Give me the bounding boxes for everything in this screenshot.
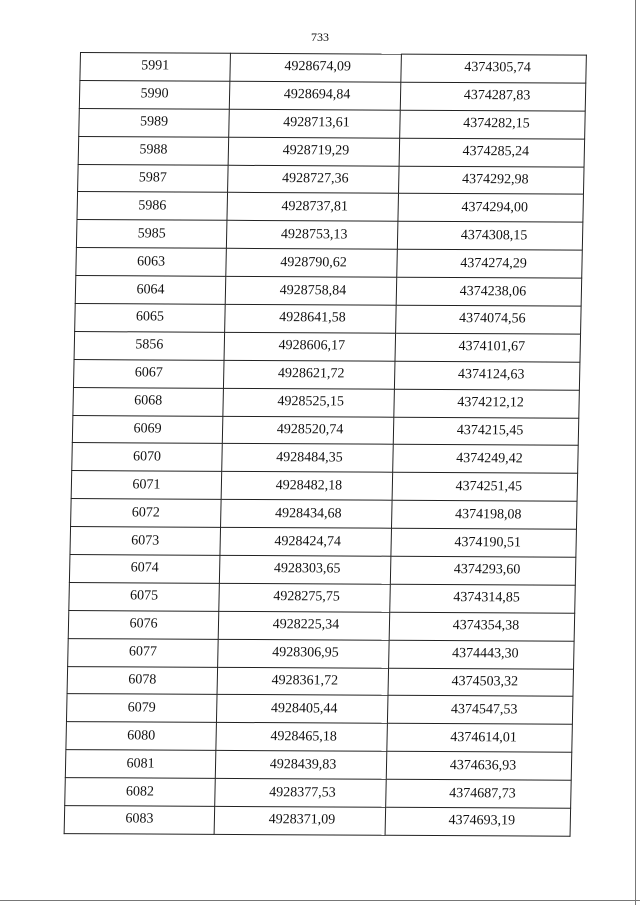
page-edge-bottom: [0, 900, 640, 901]
x-coordinate-cell: 4928225,34: [218, 611, 390, 640]
x-coordinate-cell: 4928758,84: [225, 276, 397, 305]
y-coordinate-cell: 4374198,08: [391, 500, 577, 529]
y-coordinate-cell: 4374238,06: [396, 277, 582, 306]
table-row: [76, 220, 582, 251]
y-coordinate-cell: 4374636,93: [386, 752, 572, 781]
table-row: [72, 443, 578, 474]
y-coordinate-cell: 4374293,60: [390, 556, 576, 585]
coordinate-table-wrapper: [64, 52, 596, 837]
y-coordinate-cell: 4374614,01: [387, 724, 573, 753]
x-coordinate-cell: 4928434,68: [221, 500, 393, 529]
point-id-cell: 5985: [76, 220, 227, 249]
x-coordinate-cell: 4928719,29: [228, 137, 400, 166]
x-coordinate-cell: 4928520,74: [222, 416, 394, 445]
table-row: [64, 806, 570, 837]
x-coordinate-cell: 4928621,72: [223, 360, 395, 389]
table-row: [69, 555, 575, 586]
x-coordinate-cell: 4928713,61: [229, 109, 401, 138]
x-coordinate-cell: 4928275,75: [219, 583, 391, 612]
x-coordinate-cell: 4928306,95: [218, 639, 390, 668]
point-id-cell: 6078: [67, 666, 218, 695]
table-row: [71, 471, 577, 502]
point-id-cell: 6069: [72, 415, 223, 444]
point-id-cell: 6071: [71, 471, 222, 500]
x-coordinate-cell: 4928525,15: [223, 388, 395, 417]
table-row: [79, 108, 585, 139]
point-id-cell: 5987: [78, 164, 229, 193]
x-coordinate-cell: 4928606,17: [224, 332, 396, 361]
point-id-cell: 6064: [75, 276, 226, 305]
table-row: [73, 359, 579, 390]
table-row: [69, 582, 575, 613]
x-coordinate-cell: 4928753,13: [226, 221, 398, 250]
table-row: [66, 722, 572, 753]
point-id-cell: 6073: [70, 527, 221, 556]
x-coordinate-cell: 4928790,62: [226, 249, 398, 278]
point-id-cell: 6077: [68, 638, 219, 667]
y-coordinate-cell: 4374282,15: [400, 110, 586, 139]
point-id-cell: 6082: [65, 778, 216, 807]
y-coordinate-cell: 4374294,00: [398, 194, 584, 223]
x-coordinate-cell: 4928482,18: [221, 472, 393, 501]
point-id-cell: 6068: [73, 387, 224, 416]
table-row: [79, 80, 585, 111]
table-row: [70, 527, 576, 558]
point-id-cell: 6076: [68, 610, 219, 639]
y-coordinate-cell: 4374308,15: [397, 222, 583, 251]
table-row: [65, 750, 571, 781]
y-coordinate-cell: 4374305,74: [401, 54, 587, 83]
x-coordinate-cell: 4928439,83: [215, 751, 387, 780]
table-row: [76, 248, 582, 279]
table-row: [68, 610, 574, 641]
point-id-cell: 6075: [69, 582, 220, 611]
y-coordinate-cell: 4374287,83: [400, 82, 586, 111]
y-coordinate-cell: 4374687,73: [386, 779, 572, 808]
y-coordinate-cell: 4374547,53: [387, 696, 573, 725]
y-coordinate-cell: 4374190,51: [391, 528, 577, 557]
point-id-cell: 6074: [69, 555, 220, 584]
y-coordinate-cell: 4374101,67: [395, 333, 581, 362]
table-row: [68, 638, 574, 669]
y-coordinate-cell: 4374074,56: [396, 305, 582, 334]
table-row: [78, 164, 584, 195]
table-row: [74, 331, 580, 362]
table-row: [75, 304, 581, 335]
point-id-cell: 5986: [77, 192, 228, 221]
coordinate-table-body: [64, 53, 586, 837]
table-row: [80, 53, 586, 84]
point-id-cell: 6080: [66, 722, 217, 751]
point-id-cell: 6065: [75, 304, 226, 333]
y-coordinate-cell: 4374354,38: [389, 612, 575, 641]
point-id-cell: 5988: [78, 136, 229, 165]
x-coordinate-cell: 4928694,84: [229, 81, 401, 110]
point-id-cell: 6063: [76, 248, 227, 277]
point-id-cell: 6081: [65, 750, 216, 779]
y-coordinate-cell: 4374212,12: [394, 389, 580, 418]
table-row: [75, 276, 581, 307]
point-id-cell: 6079: [66, 694, 217, 723]
y-coordinate-cell: 4374251,45: [392, 473, 578, 502]
x-coordinate-cell: 4928465,18: [216, 723, 388, 752]
table-row: [65, 778, 571, 809]
y-coordinate-cell: 4374693,19: [385, 807, 571, 836]
x-coordinate-cell: 4928737,81: [227, 193, 399, 222]
x-coordinate-cell: 4928641,58: [225, 304, 397, 333]
table-row: [66, 694, 572, 725]
table-row: [78, 136, 584, 167]
point-id-cell: 5991: [80, 53, 231, 82]
page-edge-right: [635, 0, 636, 905]
y-coordinate-cell: 4374503,32: [388, 668, 574, 697]
page-number: 733: [311, 30, 329, 44]
x-coordinate-cell: 4928674,09: [230, 53, 402, 82]
table-row: [71, 499, 577, 530]
point-id-cell: 6067: [73, 359, 224, 388]
y-coordinate-cell: 4374215,45: [393, 417, 579, 446]
y-coordinate-cell: 4374285,24: [399, 138, 585, 167]
coordinate-table: [64, 52, 587, 837]
x-coordinate-cell: 4928424,74: [220, 527, 392, 556]
y-coordinate-cell: 4374274,29: [397, 249, 583, 278]
x-coordinate-cell: 4928405,44: [216, 695, 388, 724]
y-coordinate-cell: 4374124,63: [394, 361, 580, 390]
point-id-cell: 5989: [79, 108, 230, 137]
y-coordinate-cell: 4374292,98: [398, 166, 584, 195]
x-coordinate-cell: 4928377,53: [215, 779, 387, 808]
x-coordinate-cell: 4928361,72: [217, 667, 389, 696]
y-coordinate-cell: 4374314,85: [390, 584, 576, 613]
point-id-cell: 6072: [71, 499, 222, 528]
point-id-cell: 5990: [79, 80, 230, 109]
x-coordinate-cell: 4928371,09: [214, 806, 386, 835]
table-row: [73, 387, 579, 418]
point-id-cell: 6083: [64, 806, 215, 835]
x-coordinate-cell: 4928303,65: [219, 555, 391, 584]
y-coordinate-cell: 4374443,30: [389, 640, 575, 669]
point-id-cell: 6070: [72, 443, 223, 472]
x-coordinate-cell: 4928484,35: [222, 444, 394, 473]
table-row: [67, 666, 573, 697]
point-id-cell: 5856: [74, 331, 225, 360]
x-coordinate-cell: 4928727,36: [228, 165, 400, 194]
table-row: [77, 192, 583, 223]
table-row: [72, 415, 578, 446]
y-coordinate-cell: 4374249,42: [393, 445, 579, 474]
